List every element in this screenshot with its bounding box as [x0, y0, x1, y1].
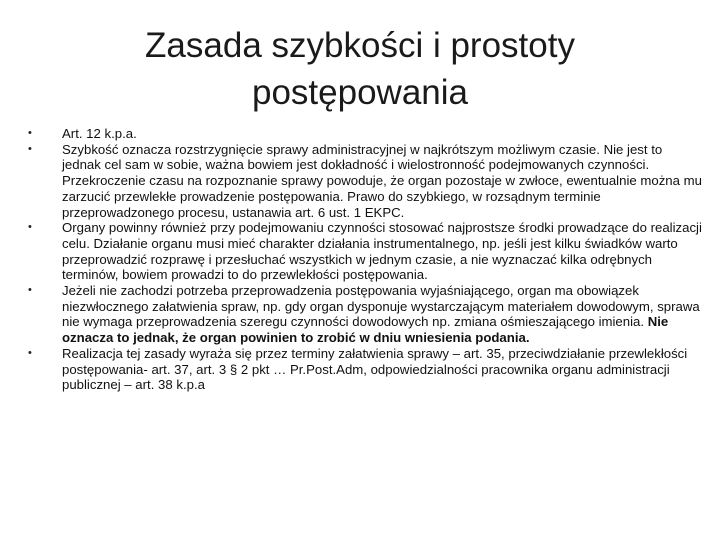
- bullet-text: Jeżeli nie zachodzi potrzeba przeprowadzenia postępowania wyjaśniającego, organ ma obowiązek niezwłocznego załatwienia spraw, np. gdy organ dysponuje wystarczającym materiałem dowodowym, sprawa nie wymaga przeprowadzenia szeregu czynności dowodowych np. zmiana ośmieszającego imienia.: [62, 283, 700, 330]
- bullet-text: Art. 12 k.p.a.: [62, 126, 137, 141]
- slide-title-line2: postępowania: [252, 73, 468, 112]
- slide-title-line1: Zasada szybkości i prostoty: [145, 26, 575, 65]
- bullet-item-realization: [28, 346, 704, 393]
- bullet-dot-icon: •: [28, 127, 32, 139]
- bullet-dot-icon: •: [28, 284, 32, 297]
- bullet-item-article: [28, 126, 704, 142]
- bullet-text: Szybkość oznacza rozstrzygnięcie sprawy administracyjnej w najkrótszym możliwym czasie. Nie jest to jednak cel sam w sobie, ważna bowiem jest dokładność i wielostronność podejmowanych czynności. Przekroczenie czasu na rozpoznanie sprawy powoduje, że organ pozostaje w zwłoce, ewentualnie można mu zarzucić przewlekłe prowadzenie postępowania. Prawo do szybkiego, w rozsądnym terminie przeprowadzonego procesu, ustanawia art. 6 ust. 1 EKPC.: [62, 141, 702, 220]
- bullet-list: [28, 126, 704, 393]
- bullet-bold-text: Nie oznacza to jednak, że organ powinien to zrobić w dniu wniesienia podania.: [62, 314, 669, 346]
- bullet-text: Realizacja tej zasady wyraża się przez terminy załatwienia sprawy – art. 35, przeciwdziałanie przewlekłości postępowania- art. 37, art. 3 § 2 pkt … Pr.Post.Adm, odpowiedzialności pracownika organu administracji publicznej – art. 38 k.p.a: [62, 345, 688, 393]
- bullet-item-simplicity: [28, 220, 704, 283]
- bullet-dot-icon: •: [28, 346, 32, 359]
- bullet-item-speed: [28, 142, 704, 221]
- bullet-text: Organy powinny również przy podejmowaniu czynności stosować najprostsze środki prowadzące do realizacji celu. Działanie organu musi mieć charakter działania instrumentalnego, np. jeśli jest kilku świadków warto przeprowadzić rozprawę i przesłuchać wszystkich w jednym czasie, a nie wyznaczać kilka odrębnych terminów, bowiem prowadzi to do przewlekłości postępowania.: [62, 220, 702, 283]
- slide-title: [40, 22, 680, 116]
- bullet-dot-icon: •: [28, 221, 32, 234]
- bullet-item-immediate: [28, 283, 704, 346]
- bullet-dot-icon: •: [28, 142, 32, 155]
